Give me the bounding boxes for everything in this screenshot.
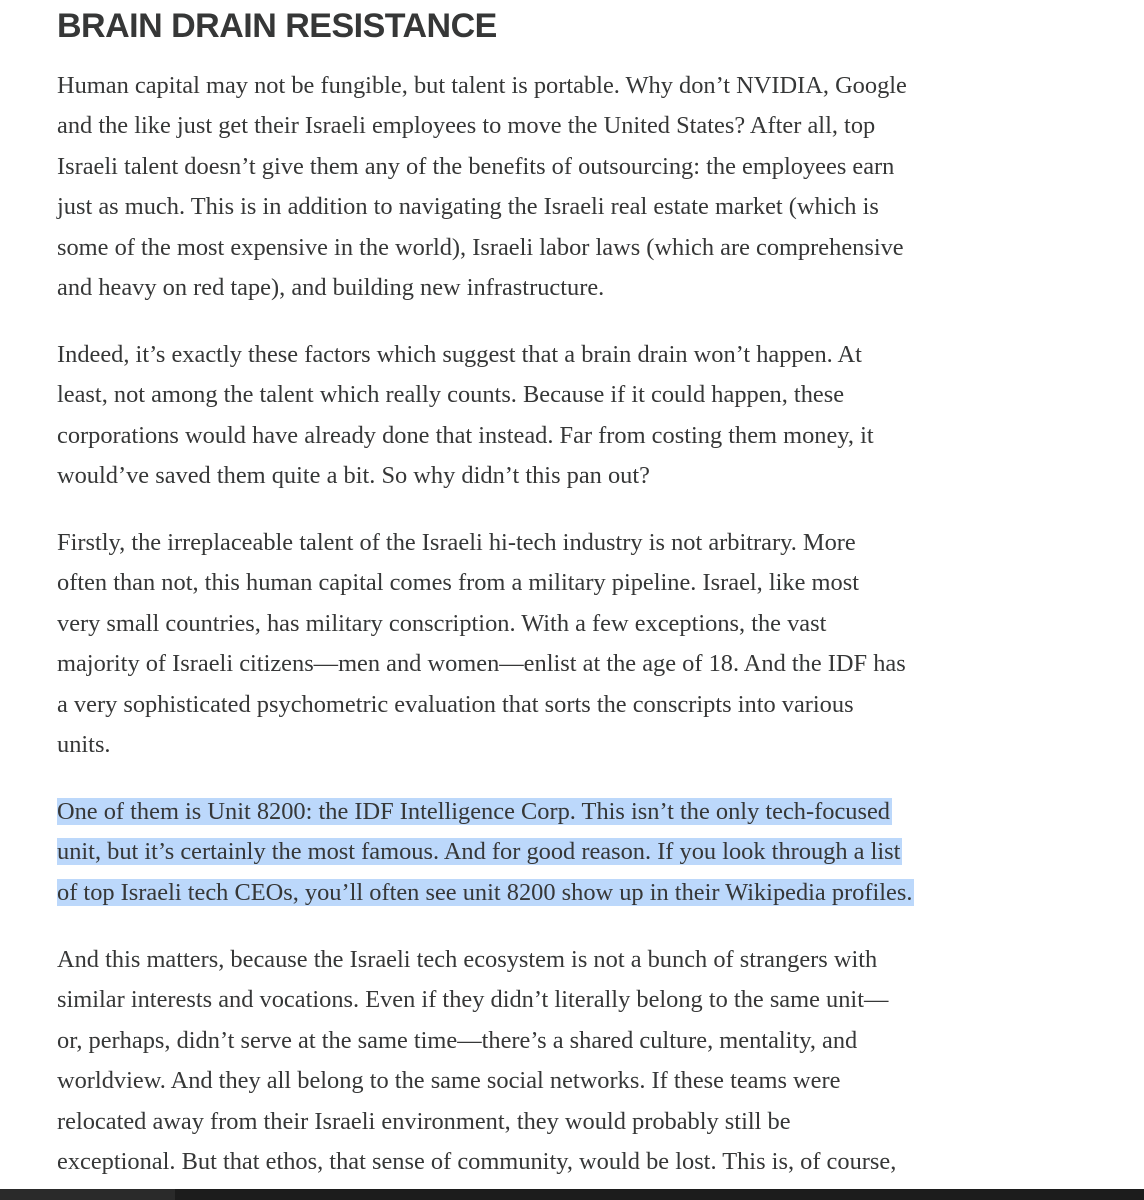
text-line: often than not, this human capital comes from a military pipeline. Israel, like most	[57, 569, 859, 597]
paragraph-1[interactable]	[57, 66, 907, 308]
text-line: exceptional. But that ethos, that sense of community, would be lost. This is, of course,	[57, 1147, 897, 1175]
text-line: worldview. And they all belong to the same social networks. If these teams were	[57, 1067, 841, 1095]
text-line: Human capital may not be fungible, but talent is portable. Why don’t NVIDIA, Google	[57, 72, 907, 99]
text-line: Israeli talent doesn’t give them any of the benefits of outsourcing: the employees earn	[57, 152, 895, 180]
text-line: relocated away from their Israeli environment, they would probably still be	[57, 1107, 791, 1135]
bottom-bar-segment	[0, 1189, 175, 1200]
text-line: and heavy on red tape), and building new infrastructure.	[57, 273, 605, 301]
text-selection[interactable]: unit, but it’s certainly the most famous. And for good reason. If you look through a list	[57, 838, 901, 866]
selected-text-line	[57, 792, 914, 832]
paragraph-5[interactable]	[57, 940, 896, 1182]
text-selection[interactable]: of top Israeli tech CEOs, you’ll often see unit 8200 show up in their Wikipedia profiles.	[57, 878, 913, 906]
text-line: very small countries, has military conscription. With a few exceptions, the vast	[57, 609, 827, 637]
section-heading: BRAIN DRAIN RESISTANCE	[57, 7, 497, 45]
text-line: a very sophisticated psychometric evaluation that sorts the conscripts into various	[57, 690, 854, 718]
selected-text-line	[57, 873, 914, 913]
selected-text-line	[57, 832, 914, 872]
text-line: similar interests and vocations. Even if they didn’t literally belong to the same unit—	[57, 986, 889, 1014]
text-selection[interactable]: One of them is Unit 8200: the IDF Intelligence Corp. This isn’t the only tech-focused	[57, 798, 890, 825]
text-line: least, not among the talent which really counts. Because if it could happen, these	[57, 381, 845, 409]
text-line: Indeed, it’s exactly these factors which suggest that a brain drain won’t happen. At	[57, 341, 862, 368]
text-line: majority of Israeli citizens—men and women—enlist at the age of 18. And the IDF has	[57, 650, 906, 678]
text-line: units.	[57, 730, 111, 758]
text-line: just as much. This is in addition to navigating the Israeli real estate market (which is	[57, 193, 879, 221]
text-line: And this matters, because the Israeli tech ecosystem is not a bunch of strangers with	[57, 946, 878, 973]
text-line: corporations would have already done that instead. Far from costing them money, it	[57, 421, 874, 449]
paragraph-4-selected[interactable]	[57, 792, 914, 913]
paragraph-2[interactable]	[57, 335, 874, 497]
text-line: or, perhaps, didn’t serve at the same time—there’s a shared culture, mentality, and	[57, 1026, 858, 1054]
text-line: would’ve saved them quite a bit. So why didn’t this pan out?	[57, 462, 650, 490]
paragraph-3[interactable]	[57, 523, 906, 765]
bottom-bar	[0, 1189, 1144, 1200]
text-line: and the like just get their Israeli employees to move the United States? After all, top	[57, 112, 876, 140]
text-line: Firstly, the irreplaceable talent of the Israeli hi-tech industry is not arbitrary. More	[57, 529, 856, 556]
text-line: some of the most expensive in the world), Israeli labor laws (which are comprehensive	[57, 233, 904, 261]
